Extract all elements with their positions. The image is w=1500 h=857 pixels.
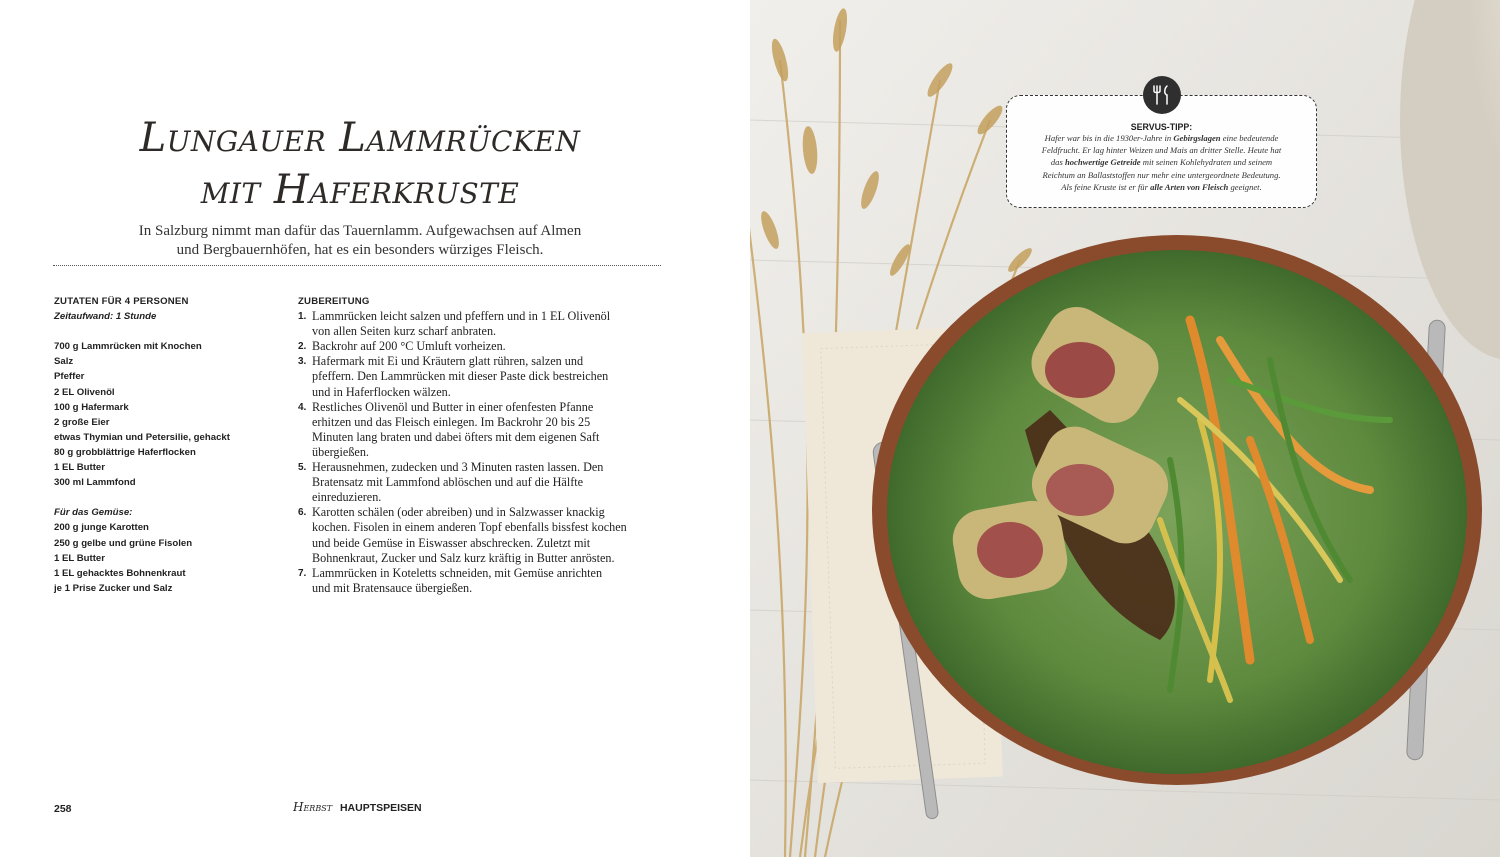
ingredient-item: Pfeffer — [54, 371, 85, 383]
step-number: 7. — [298, 567, 307, 579]
vegetable-heading: Für das Gemüse: — [54, 507, 133, 519]
recipe-title — [60, 112, 660, 216]
preparation-step — [298, 566, 628, 596]
step-number: 6. — [298, 507, 307, 519]
ingredients-column — [54, 294, 254, 596]
vegetable-ingredient-item: 1 EL gehacktes Bohnenkraut — [54, 567, 186, 579]
vegetable-ingredient-item: 200 g junge Karotten — [54, 522, 149, 534]
vegetable-ingredient-list — [54, 520, 254, 595]
step-number: 1. — [298, 311, 307, 323]
time-required: Zeitaufwand: 1 Stunde — [54, 311, 157, 323]
tip-text-segment: Reichtum an Ballaststoffen nur mehr eine untergeordnete Bedeutung. — [1042, 169, 1281, 180]
season-label: Herbst — [293, 800, 333, 814]
title-line-1: Lungauer Lammrücken — [139, 115, 581, 161]
ingredient-item: 80 g grobblättrige Haferflocken — [54, 446, 196, 458]
vegetable-ingredient-item: 1 EL Butter — [54, 552, 105, 564]
step-number: 2. — [298, 341, 307, 353]
tip-line — [1021, 132, 1302, 144]
title-line-2: mit Haferkruste — [200, 167, 520, 213]
tip-emphasis: hochwertige Getreide — [1064, 157, 1141, 168]
preparation-step — [298, 354, 628, 399]
tip-emphasis: Gebirgslagen — [1173, 133, 1221, 143]
tip-text-segment: eine bedeutende — [1220, 133, 1279, 143]
preparation-column — [298, 294, 628, 596]
step-text-line: Backrohr auf 200 °C Umluft vorheizen. — [312, 339, 506, 354]
step-text-line: Lammrücken leicht salzen und pfeffern und in 1 EL Olivenöl — [312, 309, 611, 324]
ingredients-heading: ZUTATEN FÜR 4 PERSONEN — [54, 296, 189, 307]
vegetable-ingredient-item: 250 g gelbe und grüne Fisolen — [54, 537, 193, 549]
cutlery-icon — [1143, 76, 1181, 114]
tip-line — [1021, 181, 1302, 193]
section-footer — [293, 800, 422, 814]
tip-text-segment: Als feine Kruste ist er für — [1061, 181, 1151, 192]
right-page-photo — [750, 0, 1500, 857]
recipe-intro — [100, 222, 620, 260]
category-label: HAUPTSPEISEN — [339, 802, 422, 814]
ingredient-list — [54, 339, 254, 490]
step-text-line: Bratensatz mit Lammfond ablöschen und auf die Hälfte — [312, 475, 584, 490]
tip-text-segment: geeignet. — [1228, 181, 1262, 192]
step-text-line: Minuten lang braten und dabei öfters mit dem eigenen Saft — [312, 429, 600, 444]
tip-heading: SERVUS-TIPP: — [1130, 122, 1193, 132]
step-text-line: pfeffern. Den Lammrücken mit dieser Paste dick bestreichen — [312, 369, 609, 384]
tip-text-segment: das — [1050, 157, 1065, 168]
cutlery-icon-glyph — [1151, 84, 1173, 106]
tip-text-segment: mit seinen Kohlehydraten und seinem — [1140, 157, 1273, 168]
step-number: 5. — [298, 462, 307, 474]
ingredient-item: Salz — [54, 356, 74, 368]
tip-line — [1021, 156, 1302, 168]
ingredient-item: 2 große Eier — [54, 416, 110, 428]
step-text-line: Herausnehmen, zudecken und 3 Minuten rasten lassen. Den — [312, 460, 604, 475]
intro-line-1: In Salzburg nimmt man dafür das Tauernlamm. Aufgewachsen auf Almen — [138, 223, 582, 239]
step-text-line: Restliches Olivenöl und Butter in einer ofenfesten Pfanne — [312, 399, 594, 414]
ingredient-item: 300 ml Lammfond — [54, 477, 136, 489]
intro-line-2: und Bergbauernhöfen, hat es ein besonders würziges Fleisch. — [176, 242, 544, 258]
step-text-line: erhitzen und das Fleisch einlegen. Im Backrohr 20 bis 25 — [312, 414, 591, 429]
ingredient-item: etwas Thymian und Petersilie, gehackt — [54, 431, 230, 443]
ingredient-item: 1 EL Butter — [54, 462, 105, 474]
step-text-line: Bohnenkraut, Zucker und Salz kurz kräftig in Butter anrösten. — [312, 550, 615, 565]
preparation-step — [298, 309, 628, 339]
tip-line — [1021, 144, 1302, 156]
preparation-step — [298, 339, 628, 354]
step-text-line: übergießen. — [312, 444, 369, 459]
ingredient-item: 2 EL Olivenöl — [54, 386, 115, 398]
preparation-step — [298, 505, 628, 565]
dotted-divider — [53, 265, 661, 266]
step-number: 3. — [298, 356, 307, 368]
step-text-line: und in Haferflocken wälzen. — [312, 384, 451, 399]
tip-text — [1021, 132, 1302, 193]
step-text-line: Lammrücken in Koteletts schneiden, mit Gemüse anrichten — [312, 565, 603, 580]
vegetable-ingredient-item: je 1 Prise Zucker und Salz — [54, 582, 173, 594]
ingredient-item: 700 g Lammrücken mit Knochen — [54, 341, 202, 353]
page-number: 258 — [54, 803, 72, 815]
preparation-step — [298, 400, 628, 460]
ingredient-item: 100 g Hafermark — [54, 401, 129, 413]
step-text-line: einreduzieren. — [312, 490, 382, 505]
step-number: 4. — [298, 401, 307, 413]
tip-line — [1021, 169, 1302, 181]
tip-text-segment: Hafer war bis in die 1930er-Jahre in — [1044, 133, 1174, 143]
step-text-line: von allen Seiten kurz scharf anbraten. — [312, 324, 497, 339]
step-text-line: kochen. Fisolen in einem anderen Topf ebenfalls bissfest kochen — [312, 520, 627, 535]
preparation-heading: ZUBEREITUNG — [298, 296, 370, 307]
tip-text-segment: Feldfrucht. Er lag hinter Weizen und Mais an dritter Stelle. Heute hat — [1041, 145, 1282, 156]
preparation-steps — [298, 309, 628, 596]
tip-emphasis: alle Arten von Fleisch — [1150, 181, 1229, 192]
step-text-line: Karotten schälen (oder abreiben) und in Salzwasser knackig — [312, 505, 605, 520]
step-text-line: Hafermark mit Ei und Kräutern glatt rühren, salzen und — [312, 354, 584, 369]
step-text-line: und beide Gemüse in Eiswasser abschrecken. Zuletzt mit — [312, 535, 591, 550]
step-text-line: und mit Bratensauce übergießen. — [312, 580, 473, 595]
preparation-step — [298, 460, 628, 505]
